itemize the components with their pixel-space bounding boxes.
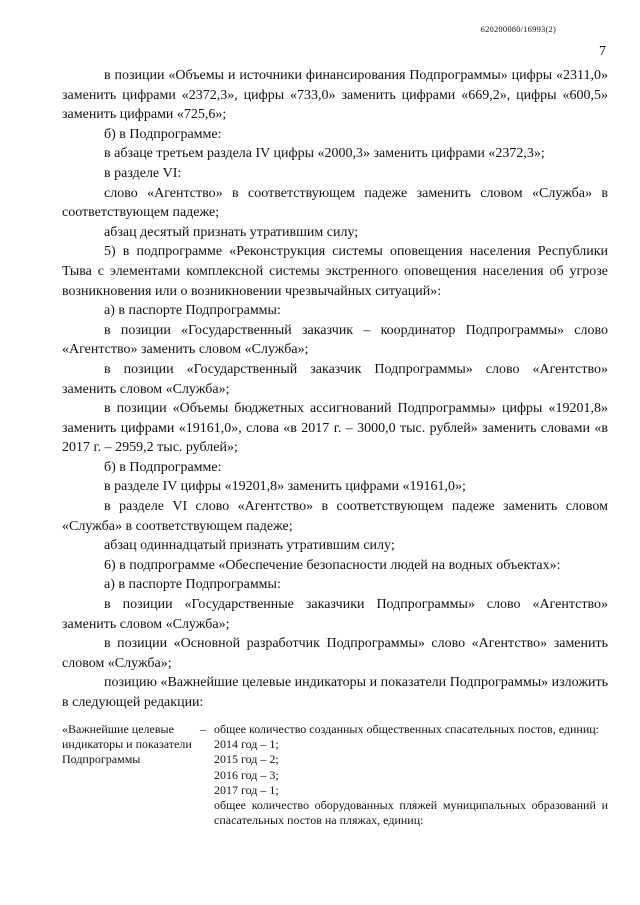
table-line: общее количество оборудованных пляжей муниципальных образований и спасательных постов на пляжах, единиц: bbox=[214, 798, 608, 828]
table-left-label: «Важнейшие целевые индикаторы и показатели Подпрограммы bbox=[62, 722, 192, 767]
paragraph: в позиции «Объемы и источники финансирования Подпрограммы» цифры «2311,0» заменить цифрами «2372,3», цифры «733,0» заменить цифрами «669,2», цифры «600,5» заменить цифрами «725,6»; bbox=[62, 68, 608, 123]
paragraph: а) в паспорте Подпрограммы: bbox=[104, 303, 281, 319]
paragraph: 5) в подпрограмме «Реконструкция системы оповещения населения Республики Тыва с элементами комплексной системы экстренного оповещения населения об угрозе возникновения или о возникновении чрезвычайных ситуаций»: bbox=[62, 244, 608, 299]
paragraph: в абзаце третьем раздела IV цифры «2000,3» заменить цифрами «2372,3»; bbox=[104, 146, 545, 162]
paragraph: абзац одиннадцатый признать утратившим силу; bbox=[104, 538, 395, 554]
paragraph: в разделе VI слово «Агентство» в соответствующем падеже заменить словом «Служба» в соответствующем падеже; bbox=[62, 499, 608, 534]
table-line: 2017 год – 1; bbox=[214, 782, 279, 797]
document-body bbox=[62, 66, 608, 713]
paragraph: в разделе IV цифры «19201,8» заменить цифрами «19161,0»; bbox=[104, 479, 466, 495]
paragraph: а) в паспорте Подпрограммы: bbox=[104, 577, 281, 593]
document-id: 620200080/16993(2) bbox=[480, 24, 556, 34]
table-dash: – bbox=[200, 722, 206, 736]
paragraph: в позиции «Основной разработчик Подпрограммы» слово «Агентство» заменить словом «Служба»; bbox=[62, 636, 608, 671]
table-line: 2016 год – 3; bbox=[214, 767, 279, 782]
table-right-column bbox=[214, 722, 608, 828]
paragraph: в разделе VI: bbox=[104, 165, 182, 181]
indicators-table bbox=[62, 722, 608, 828]
table-line: 2014 год – 1; bbox=[214, 737, 279, 752]
paragraph: в позиции «Государственный заказчик Подпрограммы» слово «Агентство» заменить словом «Служба»; bbox=[62, 361, 608, 397]
paragraph: слово «Агентство» в соответствующем падеже заменить словом «Служба» в соответствующем падеже; bbox=[62, 185, 608, 221]
paragraph: в позиции «Государственный заказчик – координатор Подпрограммы» слово «Агентство» заменить словом «Служба»; bbox=[62, 322, 608, 358]
paragraph: в позиции «Объемы бюджетных ассигнований Подпрограммы» цифры «19201,8» заменить цифрами «19161,0», слова «в 2017 г. – 3000,0 тыс. рублей» заменить словами «в 2017 г. – 2959,2 тыс. рублей»; bbox=[62, 401, 608, 456]
paragraph: 6) в подпрограмме «Обеспечение безопасности людей на водных объектах»: bbox=[104, 557, 561, 573]
paragraph: позицию «Важнейшие целевые индикаторы и показатели Подпрограммы» изложить в следующей редакции: bbox=[62, 675, 608, 710]
page-number: 7 bbox=[599, 44, 606, 59]
paragraph: б) в Подпрограмме: bbox=[104, 126, 222, 142]
table-line: 2015 год – 2; bbox=[214, 752, 279, 767]
paragraph: б) в Подпрограмме: bbox=[104, 459, 222, 475]
paragraph: в позиции «Государственные заказчики Подпрограммы» слово «Агентство» заменить словом «Служба»; bbox=[62, 597, 608, 632]
table-line: общее количество созданных общественных спасательных постов, единиц: bbox=[214, 722, 600, 736]
paragraph: абзац десятый признать утратившим силу; bbox=[104, 224, 359, 240]
